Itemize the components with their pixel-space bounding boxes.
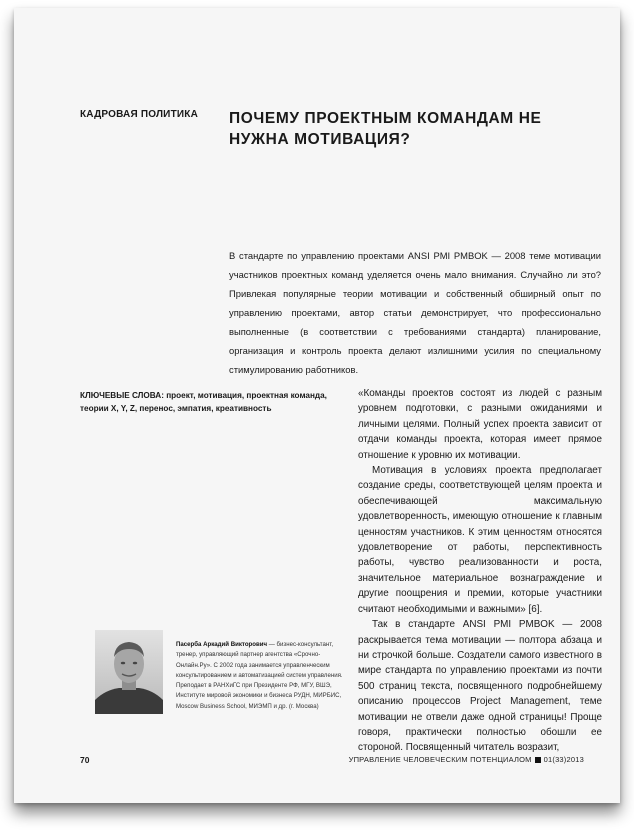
author-description: — бизнес-консультант, тренер, управляющий партнер агентства «Срочно-Онлайн.Ру». С 2002 года занимается управленческим консультированием и автоматизацией систем управления. Преподает в РАНХиГС при Президенте РФ, МГУ, ВШЭ, Институте мировой экономики и бизнеса РУДН, МИРБИС, Moscow Business School, МИЭМП и др. (г. Москва): [176, 641, 343, 710]
journal-issue: 01(33)2013: [543, 755, 584, 764]
page-number: 70: [80, 755, 90, 765]
journal-page: [14, 8, 620, 803]
keywords-block: [80, 390, 330, 415]
section-rubric: КАДРОВАЯ ПОЛИТИКА: [80, 109, 198, 120]
body-paragraph: Так в стандарте ANSI PMI PMBOK — 2008 раскрывается тема мотивации — полтора абзаца и ни строчкой больше. Создатели самого известного в мире стандарта по управлению проектами из почти 500 страниц текста, посвященного подробнейшему описанию процессов Project Management, теме мотивации не отвели даже одной страницы! Проще говоря, практически полностью обошли ее стороной. Посвященный читатель возразит,: [358, 619, 602, 754]
article-body: [358, 386, 602, 756]
square-bullet-icon: [535, 757, 541, 763]
author-bio: [176, 640, 346, 712]
author-photo: [95, 630, 163, 714]
article-title: ПОЧЕМУ ПРОЕКТНЫМ КОМАНДАМ НЕ НУЖНА МОТИВАЦИЯ?: [229, 110, 542, 148]
article-abstract: В стандарте по управлению проектами ANSI PMI PMBOK — 2008 теме мотивации участников проектных команд уделяется очень мало внимания. Случайно ли это? Привлекая популярные теории мотивации и собственный обширный опыт по управлению проектами, автор статьи демонстрирует, что профессионально выполненные (в соответствии с требованиями стандарта) планирование, организация и контроль проекта делают излишними усилия по специальному стимулированию работников.: [229, 250, 601, 375]
keywords-text: проект, мотивация, проектная команда, теории X, Y, Z, перенос, эмпатия, креативность: [80, 391, 327, 413]
body-paragraph: «Команды проектов состоят из людей с разным уровнем подготовки, с разными ожиданиями и личными целями. Полный успех проекта зависит от отдачи команды проекта, которая имеет прямое отношение к уровню их мотивации.: [358, 388, 602, 461]
journal-footer: [349, 755, 584, 764]
author-name: Пасерба Аркадий Викторович: [176, 641, 268, 648]
author-portrait-image: [95, 630, 163, 714]
body-paragraph: Мотивация в условиях проекта предполагает создание среды, соответствующей целям проекта и обеспечивающей максимальную удовлетворенность, имеющую отношение к главным ценностям участников. К этим ценностям относятся удовлетворение от работы, перспективность работы, чувство реализованности и роста, значительное материальное вознаграждение и другие поощрения и премии, которые участники считают необходимыми и важными» [6].: [358, 465, 602, 615]
keywords-label: КЛЮЧЕВЫЕ СЛОВА:: [80, 391, 164, 400]
journal-name: УПРАВЛЕНИЕ ЧЕЛОВЕЧЕСКИМ ПОТЕНЦИАЛОМ: [348, 755, 532, 764]
